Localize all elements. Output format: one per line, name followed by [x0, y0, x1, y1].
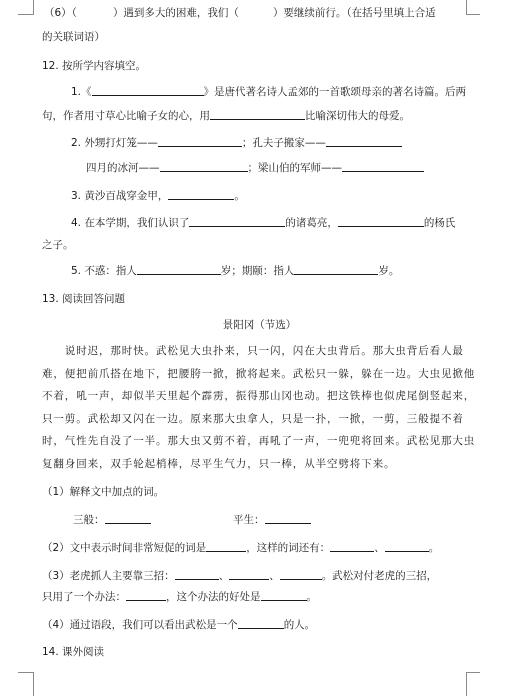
- q12-item3: 3. 黄沙百战穿金甲， 。: [71, 190, 245, 202]
- blank[interactable]: [175, 568, 219, 580]
- passage-title: 景阳冈（节选）: [222, 319, 297, 331]
- crop-mark-top-right-h: [466, 14, 480, 15]
- blank[interactable]: [280, 568, 322, 580]
- q6-wrap: 的关联词语）: [42, 31, 105, 43]
- blank[interactable]: [338, 215, 424, 227]
- blank[interactable]: [137, 263, 221, 275]
- q13-sub3: （3）老虎抓人主要靠三招： 、 、 。武松对付老虎的三招，: [42, 570, 438, 582]
- q14-title: 14. 课外阅读: [42, 646, 105, 658]
- q6-line: （6）（ ）遇到多大的困难，我们（ ）要继续前行。（在括号里填上合适: [44, 7, 436, 19]
- crop-mark-bottom-right-h: [466, 672, 480, 673]
- crop-mark-top-left-h: [18, 14, 34, 15]
- blank[interactable]: [92, 84, 204, 96]
- blank[interactable]: [105, 512, 151, 524]
- blank[interactable]: [206, 540, 246, 552]
- blank[interactable]: [385, 540, 429, 552]
- blank[interactable]: [294, 263, 378, 275]
- q12-item2: 2. 外甥打灯笼—— ；孔夫子搬家——: [71, 135, 402, 150]
- q13-sub1-word2: 平生：: [233, 512, 311, 527]
- blank[interactable]: [238, 617, 284, 629]
- crop-mark-top-right-v: [466, 0, 467, 15]
- blank[interactable]: [160, 160, 248, 172]
- q13-sub4: （4）通过语段，我们可以看出武松是一个 的人。: [42, 619, 316, 631]
- blank[interactable]: [189, 215, 285, 227]
- q13-sub1-title: （1）解释文中加点的词。: [42, 486, 165, 498]
- crop-mark-bottom-right-v: [466, 672, 467, 696]
- blank[interactable]: [261, 589, 307, 601]
- blank[interactable]: [210, 108, 305, 120]
- q13-title: 13. 阅读回答问题: [42, 293, 126, 305]
- q13-sub2: （2）文中表示时间非常短促的词是 ，这样的词还有： 、 。: [42, 542, 440, 554]
- q12-item1: 1.《 》是唐代著名诗人孟郊的一首歌颂母亲的著名诗篇。后两: [71, 86, 467, 98]
- blank[interactable]: [229, 568, 269, 580]
- q12-item4: 4. 在本学期，我们认识了 的诸葛亮， 的杨氏: [71, 217, 456, 229]
- q12-item2b: 四月的冰河—— ；梁山伯的军师——: [86, 160, 424, 175]
- blank[interactable]: [168, 188, 234, 200]
- blank[interactable]: [342, 160, 424, 172]
- q12-item1-wrap: 句，作者用寸草心比喻子女的心，用 比喻深切伟大的母爱。: [42, 110, 410, 122]
- crop-mark-bottom-left-h: [18, 672, 34, 673]
- blank[interactable]: [158, 135, 242, 147]
- q12-item5: 5. 不惑：指人 岁；期颐：指人 岁。: [71, 265, 400, 277]
- blank[interactable]: [126, 589, 166, 601]
- q13-sub3-wrap: 只用了一个办法： ，这个办法的好处是 。: [42, 591, 317, 603]
- q12-title: 12. 按所学内容填空。: [42, 60, 147, 72]
- crop-mark-bottom-left-v: [33, 672, 34, 696]
- blank[interactable]: [265, 512, 311, 524]
- passage-text: 说时迟，那时快。武松见大虫扑来，只一闪，闪在大虫背后。那大虫背后看人最难，便把前爪搭在地下，把腰胯一掀，掀将起来。武松只一躲，躲在一边。大虫见掀他不着，吼一声，却似半天里起个霹雳，振得那山冈也动。把这铁棒也似虎尾倒竖起来，只一剪。武松却又闪在一边。原来那大虫拿人，只是一扑，一掀，一剪，三般提不着时，气性先自没了一半。那大虫又剪不着，再吼了一声，一兜兜将回来。武松见那大虫复翻身回来，双手轮起梢棒，尽平生气力，只一棒，从半空劈将下来。: [42, 345, 476, 470]
- q12-item4-wrap: 之子。: [42, 239, 74, 251]
- q13-sub1-word1: 三般：: [73, 512, 151, 527]
- crop-mark-top-left-v: [33, 0, 34, 15]
- blank[interactable]: [330, 540, 374, 552]
- blank[interactable]: [326, 135, 402, 147]
